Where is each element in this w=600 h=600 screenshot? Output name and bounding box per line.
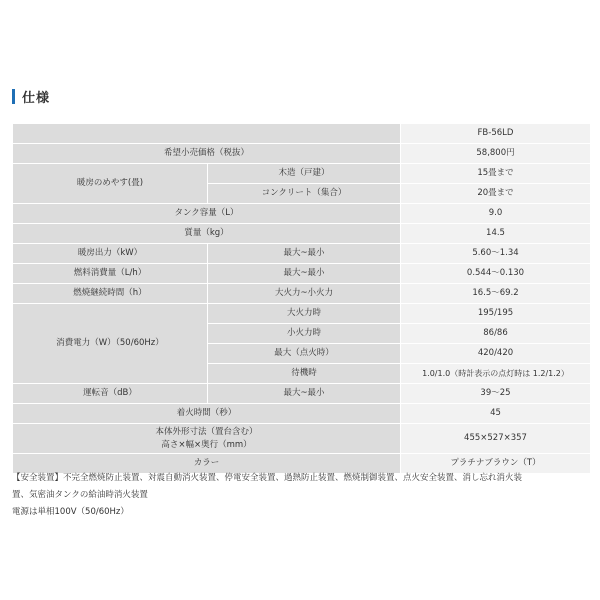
power-row-label: 最大（点火時） — [208, 344, 401, 364]
heating-wood-value: 15畳まで — [401, 164, 591, 184]
output-label: 暖房出力（kW） — [13, 244, 208, 264]
section-heading — [12, 88, 50, 104]
ignition-label: 着火時間（秒） — [13, 404, 401, 424]
table-row — [13, 424, 591, 454]
notes — [12, 470, 590, 521]
color-value: プラチナブラウン（T） — [401, 454, 591, 474]
price-label: 希望小売価格（税抜） — [13, 144, 401, 164]
fuel-value: 0.544～0.130 — [401, 264, 591, 284]
power-row-label: 待機時 — [208, 364, 401, 384]
table-row — [13, 304, 591, 324]
duration-sub-label: 大火力~小火力 — [208, 284, 401, 304]
dimensions-label-line2: 高さ×幅×奥行（mm） — [161, 439, 252, 450]
power-row-label: 小火力時 — [208, 324, 401, 344]
safety-notes-line2: 置、気密油タンクの給油時消火装置 — [12, 490, 148, 500]
weight-label: 質量（kg） — [13, 224, 401, 244]
price-value: 58,800円 — [401, 144, 591, 164]
table-row — [13, 144, 591, 164]
heating-concrete-value: 20畳まで — [401, 184, 591, 204]
spec-table — [12, 123, 591, 474]
power-row-value: 420/420 — [401, 344, 591, 364]
heating-wood-label: 木造（戸建） — [208, 164, 401, 184]
fuel-label: 燃料消費量（L/h） — [13, 264, 208, 284]
noise-label: 運転音（dB） — [13, 384, 208, 404]
header-corner-cell — [13, 124, 401, 144]
heating-label: 暖房のめやす(畳) — [13, 164, 208, 204]
table-row — [13, 384, 591, 404]
color-label: カラー — [13, 454, 401, 474]
ignition-value: 45 — [401, 404, 591, 424]
tank-value: 9.0 — [401, 204, 591, 224]
noise-sub-label: 最大~最小 — [208, 384, 401, 404]
tank-label: タンク容量（L） — [13, 204, 401, 224]
duration-value: 16.5～69.2 — [401, 284, 591, 304]
table-row — [13, 224, 591, 244]
dimensions-label — [13, 424, 401, 454]
table-row — [13, 244, 591, 264]
table-row — [13, 124, 591, 144]
safety-notes-line1: 【安全装置】不完全燃焼防止装置、対震自動消火装置、停電安全装置、過熱防止装置、燃焼制御装置、点火安全装置、消し忘れ消火装 — [12, 473, 523, 483]
power-row-value: 1.0/1.0（時計表示の点灯時は 1.2/1.2） — [401, 364, 591, 384]
power-source-note: 電源は単相100V（50/60Hz） — [12, 507, 129, 517]
power-label: 消費電力（W）（50/60Hz） — [13, 304, 208, 384]
table-row — [13, 284, 591, 304]
dimensions-label-line1: 本体外形寸法（置台含む） — [155, 426, 258, 437]
output-value: 5.60～1.34 — [401, 244, 591, 264]
power-row-value: 86/86 — [401, 324, 591, 344]
fuel-sub-label: 最大~最小 — [208, 264, 401, 284]
power-row-label: 大火力時 — [208, 304, 401, 324]
heading-accent-bar — [12, 89, 15, 104]
model-name: FB-56LD — [401, 124, 591, 144]
table-row — [13, 204, 591, 224]
table-row — [13, 404, 591, 424]
dimensions-value: 455×527×357 — [401, 424, 591, 454]
table-row — [13, 164, 591, 184]
section-title: 仕様 — [22, 90, 51, 106]
table-row — [13, 264, 591, 284]
output-sub-label: 最大~最小 — [208, 244, 401, 264]
duration-label: 燃焼継続時間（h） — [13, 284, 208, 304]
noise-value: 39～25 — [401, 384, 591, 404]
heating-concrete-label: コンクリート（集合） — [208, 184, 401, 204]
weight-value: 14.5 — [401, 224, 591, 244]
power-row-value: 195/195 — [401, 304, 591, 324]
